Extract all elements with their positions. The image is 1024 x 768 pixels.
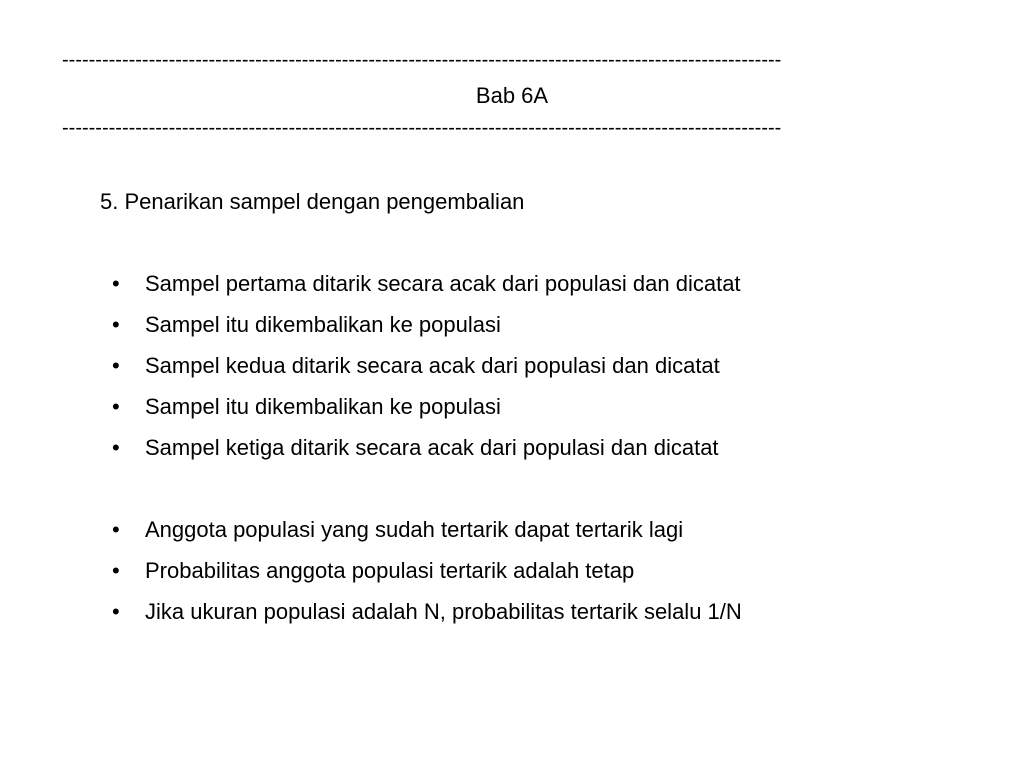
list-item xyxy=(112,432,741,473)
list-item-text: Anggota populasi yang sudah tertarik dapat tertarik lagi xyxy=(145,517,684,542)
section-heading: 5. Penarikan sampel dengan pengembalian xyxy=(100,189,525,214)
bullet-icon: • xyxy=(112,517,120,542)
list-item xyxy=(112,555,742,596)
list-item-text: Sampel ketiga ditarik secara acak dari populasi dan dicatat xyxy=(145,435,719,460)
bullet-icon: • xyxy=(112,599,120,624)
bullet-icon: • xyxy=(112,271,120,296)
list-item-text: Probabilitas anggota populasi tertarik adalah tetap xyxy=(145,558,635,583)
list-item xyxy=(112,350,741,391)
bullet-icon: • xyxy=(112,394,120,419)
list-item xyxy=(112,268,741,309)
bullet-icon: • xyxy=(112,558,120,583)
list-item-text: Sampel kedua ditarik secara acak dari populasi dan dicatat xyxy=(145,353,720,378)
list-item-text: Sampel itu dikembalikan ke populasi xyxy=(145,394,501,419)
list-item xyxy=(112,391,741,432)
list-item-text: Sampel itu dikembalikan ke populasi xyxy=(145,312,501,337)
list-item xyxy=(112,596,742,637)
dashed-rule-top: ------------------------------------------------------------------------------------------------------------ xyxy=(62,49,782,71)
dashed-rule-bottom: ------------------------------------------------------------------------------------------------------------ xyxy=(62,117,782,139)
list-item-text: Sampel pertama ditarik secara acak dari populasi dan dicatat xyxy=(145,271,741,296)
bullet-list-properties xyxy=(112,514,742,637)
list-item-text: Jika ukuran populasi adalah N, probabilitas tertarik selalu 1/N xyxy=(145,599,742,624)
page-title: Bab 6A xyxy=(475,83,549,108)
bullet-icon: • xyxy=(112,435,120,460)
bullet-icon: • xyxy=(112,353,120,378)
bullet-list-procedure xyxy=(112,268,741,473)
list-item xyxy=(112,514,742,555)
list-item xyxy=(112,309,741,350)
bullet-icon: • xyxy=(112,312,120,337)
